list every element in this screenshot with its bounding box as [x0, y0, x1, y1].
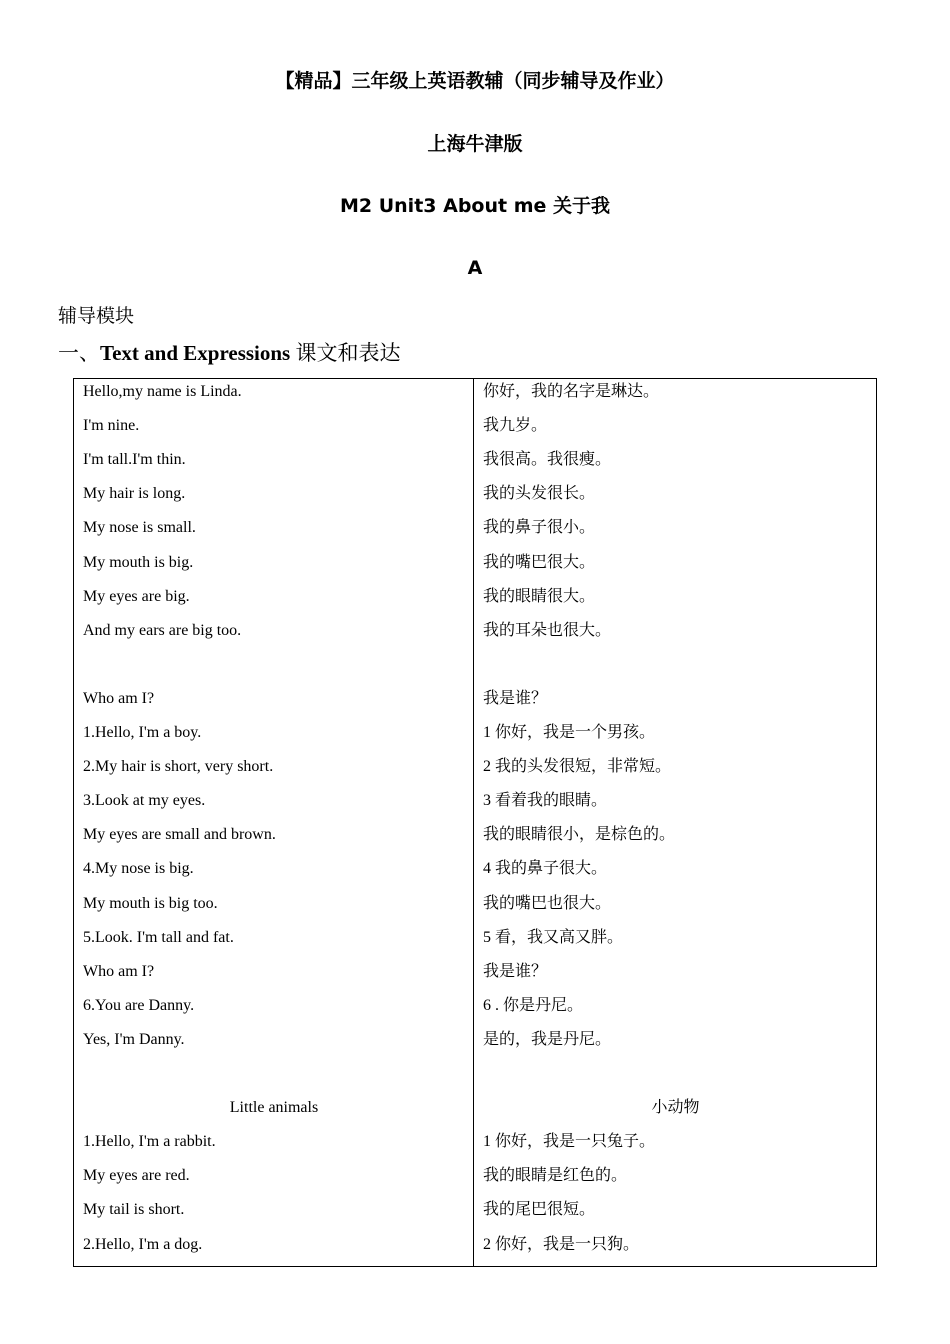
unit-title: M2 Unit3 About me 关于我 — [339, 195, 610, 217]
edition-title: 上海牛津版 — [427, 133, 523, 155]
section-heading — [58, 340, 400, 366]
chinese-line-19: 6 . 你是丹尼。 — [483, 996, 584, 1014]
english-line-23: 1.Hello, I'm a rabbit. — [83, 1133, 216, 1151]
chinese-line-12: 2 我的头发很短，非常短。 — [483, 758, 672, 776]
chinese-line-26: 2 你好，我是一只狗。 — [483, 1235, 640, 1253]
chinese-line-16: 我的嘴巴也很大。 — [483, 894, 612, 912]
english-line-11: 1.Hello, I'm a boy. — [83, 724, 202, 741]
english-line-1: Hello,my name is Linda. — [83, 383, 242, 400]
section-prefix: 一、 — [58, 341, 100, 365]
document-title: 【精品】三年级上英语教辅（同步辅导及作业） — [275, 70, 675, 92]
chinese-line-14: 我的眼睛很小，是棕色的。 — [483, 826, 676, 844]
english-line-20: Yes, I'm Danny. — [83, 1030, 185, 1048]
english-line-4: My hair is long. — [83, 485, 186, 503]
chinese-line-18: 我是谁？ — [483, 962, 548, 980]
chinese-line-20: 是的，我是丹尼。 — [483, 1030, 612, 1048]
english-line-22: Little animals — [229, 1099, 319, 1117]
english-line-15: 4.My nose is big. — [83, 860, 194, 878]
english-line-8: And my ears are big too. — [83, 621, 242, 639]
chinese-line-8: 我的耳朵也很大。 — [483, 621, 612, 639]
chinese-line-13: 3 看着我的眼睛。 — [483, 792, 608, 810]
chinese-line-25: 我的尾巴很短。 — [483, 1201, 596, 1219]
english-line-17: 5.Look. I'm tall and fat. — [83, 928, 234, 946]
section-title-en: Text and Expressions — [100, 341, 291, 365]
chinese-line-1: 你好，我的名字是琳达。 — [483, 383, 660, 400]
english-line-3: I'm tall.I'm thin. — [83, 451, 186, 469]
text-table — [73, 378, 877, 1267]
english-line-7: My eyes are big. — [83, 587, 190, 605]
chinese-line-17: 5 看，我又高又胖。 — [483, 928, 624, 946]
column-divider — [473, 379, 474, 1266]
english-line-2: I'm nine. — [83, 417, 140, 435]
chinese-line-11: 1 你好，我是一个男孩。 — [483, 724, 656, 741]
chinese-line-22: 小动物 — [651, 1099, 700, 1117]
english-line-6: My mouth is big. — [83, 553, 194, 571]
english-line-16: My mouth is big too. — [83, 894, 218, 912]
chinese-line-15: 4 我的鼻子很大。 — [483, 860, 608, 878]
english-line-12: 2.My hair is short, very short. — [83, 758, 274, 776]
english-line-10: Who am I? — [83, 689, 155, 707]
english-line-24: My eyes are red. — [83, 1167, 190, 1185]
module-label: 辅导模块 — [58, 306, 135, 327]
english-line-14: My eyes are small and brown. — [83, 826, 276, 844]
english-line-25: My tail is short. — [83, 1201, 185, 1219]
chinese-line-7: 我的眼睛很大。 — [483, 587, 596, 605]
chinese-line-23: 1 你好，我是一只兔子。 — [483, 1133, 656, 1151]
chinese-line-4: 我的头发很长。 — [483, 485, 596, 503]
chinese-line-10: 我是谁？ — [483, 689, 548, 707]
english-line-13: 3.Look at my eyes. — [83, 792, 206, 810]
english-line-18: Who am I? — [83, 962, 155, 980]
section-title-zh: 课文和表达 — [295, 341, 401, 365]
english-line-5: My nose is small. — [83, 519, 196, 537]
chinese-line-24: 我的眼睛是红色的。 — [483, 1167, 628, 1185]
english-line-19: 6.You are Danny. — [83, 996, 195, 1014]
level-title: A — [467, 257, 483, 279]
chinese-line-2: 我九岁。 — [483, 417, 548, 435]
chinese-line-3: 我很高。我很瘦。 — [483, 451, 612, 469]
chinese-line-6: 我的嘴巴很大。 — [483, 553, 596, 571]
chinese-line-5: 我的鼻子很小。 — [483, 519, 596, 537]
english-line-26: 2.Hello, I'm a dog. — [83, 1235, 203, 1253]
